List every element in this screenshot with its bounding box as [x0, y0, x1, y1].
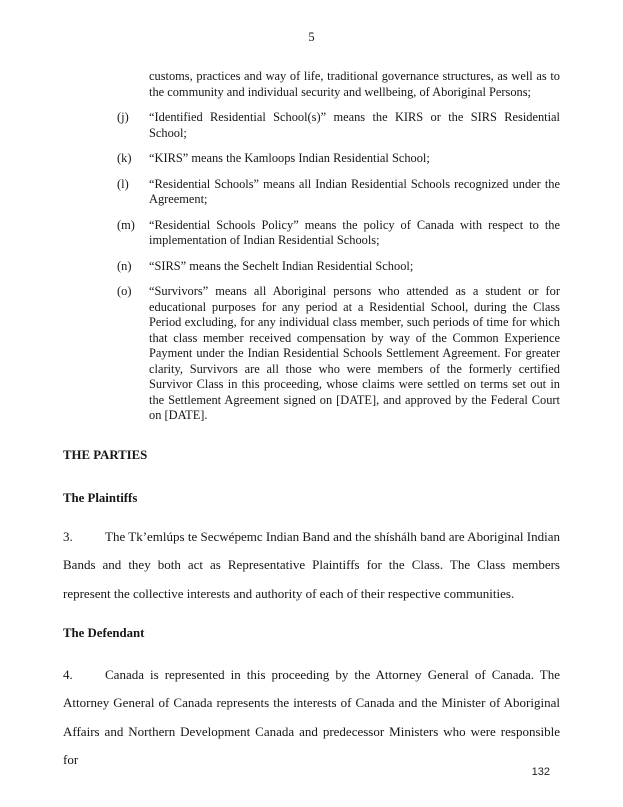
definition-marker-o: (o)	[117, 284, 132, 298]
subheading-the-defendant: The Defendant	[63, 626, 145, 640]
definition-continuation-text: customs, practices and way of life, traditional governance structures, as well as to the community and individual security and wellbeing, of Aboriginal Persons;	[149, 69, 560, 99]
paragraph-4-text: Canada is represented in this proceeding by the Attorney General of Canada. The Attorney General of Canada represents the interests of Canada and the Minister of Aboriginal Affairs and Northern Development Canada and predecessor Ministers who were responsible for	[63, 666, 560, 767]
definition-marker-l: (l)	[117, 176, 129, 191]
definition-text-n: “SIRS” means the Sechelt Indian Residential School;	[149, 258, 414, 273]
definition-item-l	[63, 177, 560, 208]
definition-marker-n: (n)	[117, 258, 132, 273]
section-heading-the-parties: THE PARTIES	[63, 447, 148, 462]
definition-marker-j: (j)	[117, 110, 129, 124]
paragraph-3-text: The Tk’emlúps te Secwépemc Indian Band and the shíshálh band are Aboriginal Indian Bands and they both act as Representative Plaintiffs for the Class. The Class members represent the collective interests and authority of each of their respective communities.	[63, 528, 560, 601]
definition-text-l: “Residential Schools” means all Indian Residential Schools recognized under the Agreement;	[149, 176, 560, 206]
definition-text-j: “Identified Residential School(s)” means the KIRS or the SIRS Residential School;	[149, 110, 560, 140]
definition-text-m: “Residential Schools Policy” means the policy of Canada with respect to the implementation of Indian Residential Schools;	[149, 217, 560, 247]
subheading-the-plaintiffs: The Plaintiffs	[63, 491, 138, 505]
definition-item-o	[63, 284, 560, 424]
footer-page-number: 132	[531, 766, 550, 778]
definition-text-o: “Survivors” means all Aboriginal persons who attended as a student or for educational purposes for any period at a Residential School, during the Class Period excluding, for any individual class member, such periods of time for which that class member received compensation by way of the Common Experience Payment under the Indian Residential Schools Settlement Agreement. For greater clarity, Survivors are all those who were members of the formerly certified Survivor Class in this proceeding, whose claims were settled on terms set out in the Settlement Agreement signed on [DATE], and approved by the Federal Court on [DATE].	[149, 284, 560, 422]
definition-marker-m: (m)	[117, 217, 135, 232]
paragraph-4	[63, 661, 560, 775]
header-page-number: 5	[308, 30, 315, 44]
definition-marker-k: (k)	[117, 151, 132, 165]
definition-item-m	[63, 218, 560, 249]
paragraph-3	[63, 523, 560, 609]
definition-item-j	[63, 110, 560, 141]
document-content	[0, 69, 623, 775]
paragraph-4-number: 4.	[63, 666, 73, 682]
definition-item-k	[63, 151, 560, 167]
definition-text-k: “KIRS” means the Kamloops Indian Residential School;	[149, 151, 430, 165]
paragraph-3-number: 3.	[63, 528, 73, 544]
definition-item-n	[63, 259, 560, 275]
